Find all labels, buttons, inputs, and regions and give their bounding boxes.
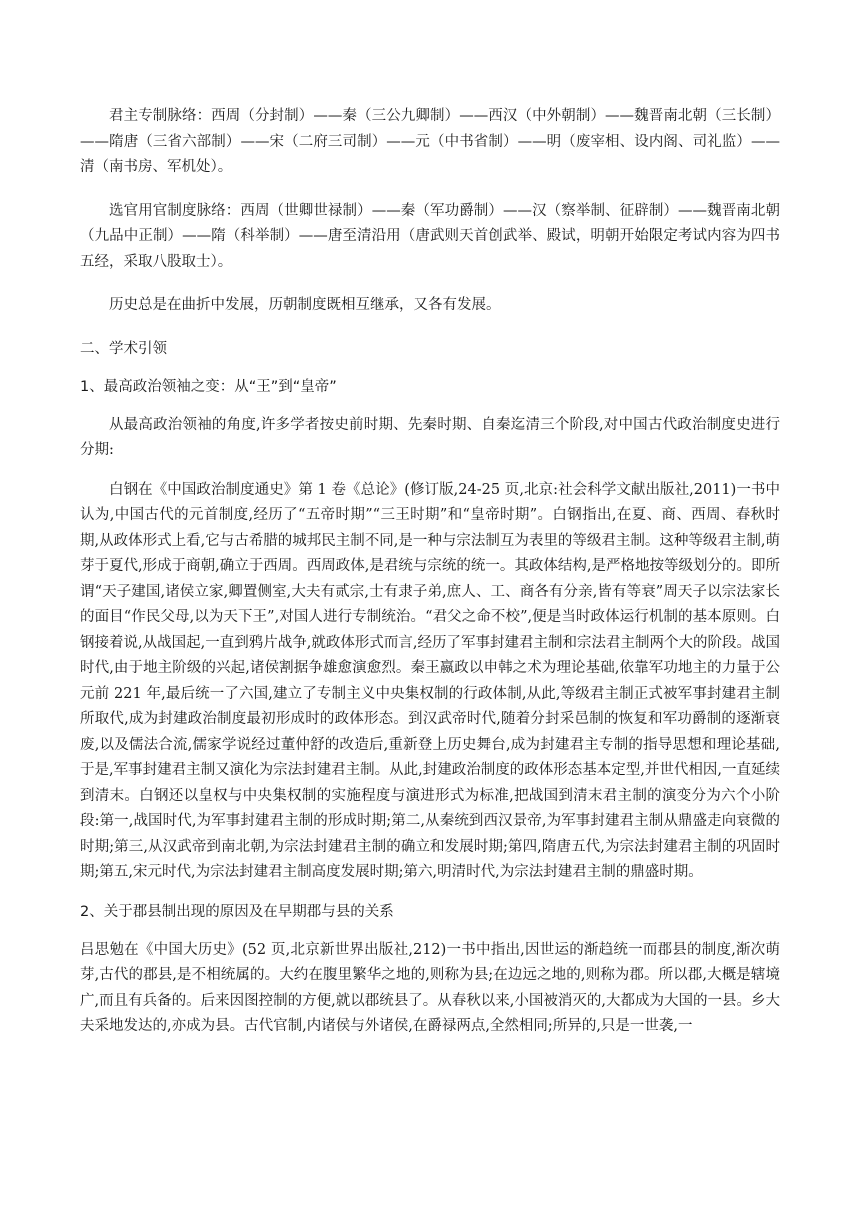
document-page (80, 104, 780, 1040)
paragraph-baigang-analysis: 白钢在《中国政治制度通史》第 1 卷《总论》(修订版,24-25 页,北京:社会科学文献出版社,2011)一书中认为,中国古代的元首制度,经历了“五帝时期”“三王时期”和“皇帝时期”。白钢指出,在夏、商、西周、春秋时期,从政体形式上看,它与古希腊的城邦民主制不同,是一种与宗法制互为表里的等级君主制。这种等级君主制,萌芽于夏代,形成于商朝,确立于西周。西周政体,是君统与宗统的统一。其政体结构,是严格地按等级划分的。即所谓“天子建国,诸侯立家,卿置侧室,大夫有贰宗,士有隶子弟,庶人、工、商各有分亲,皆有等衰”周天子以宗法家长的面目“作民父母,以为天下王”,对国人进行专制统治。“君父之命不校”,便是当时政体运行机制的基本原则。白钢接着说,从战国起,一直到鸦片战争,就政体形式而言,经历了军事封建君主制和宗法君主制两个大的阶段。战国时代,由于地主阶级的兴起,诸侯割据争雄愈演愈烈。秦王嬴政以申韩之术为理论基础,依靠军功地主的力量于公元前 221 年,最后统一了六国,建立了专制主义中央集权制的行政体制,从此,等级君主制正式被军事封建君主制所取代,成为封建政治制度最初形成时的政体形态。到汉武帝时代,随着分封采邑制的恢复和军功爵制的逐渐衰废,以及儒法合流,儒家学说经过董仲舒的改造后,重新登上历史舞台,成为封建君主专制的指导思想和理论基础,于是,军事封建君主制又演化为宗法封建君主制。从此,封建政治制度的政体形态基本定型,并世代相因,一直延续到清末。白钢还以皇权与中央集权制的实施程度与演进形式为标准,把战国到清末君主制的演变分为六个小阶段:第一,战国时代,为军事封建君主制的形成时期;第二,从秦统到西汉景帝,为军事封建君主制从鼎盛走向衰微的时期;第三,从汉武帝到南北朝,为宗法封建君主制的确立和发展时期;第四,隋唐五代,为宗法封建君主制的巩固时期;第五,宋元时代,为宗法封建君主制高度发展时期;第六,明清时代,为宗法封建君主制的鼎盛时期。 (80, 481, 780, 880)
section-heading-academic-guide: 二、学术引领 (80, 340, 167, 357)
paragraph-official-selection-lineage: 选官用官制度脉络：西周（世卿世禄制）——秦（军功爵制）——汉（察举制、征辟制）——魏晋南北朝（九品中正制）——隋（科举制）——唐至清沿用（唐武则天首创武举、殿试，明朝开始限定考试内容为四书五经，采取八股取士）。 (80, 202, 780, 270)
subheading-supreme-leader: 1、最高政治领袖之变：从“王”到“皇帝” (80, 378, 337, 395)
paragraph-lusimian-analysis: 吕思勉在《中国大历史》(52 页,北京新世界出版社,212)一书中指出,因世运的渐趋统一而郡县的制度,渐次萌芽,古代的郡县,是不相统属的。大约在腹里繁华之地的,则称为县;在边远之地的,则称为郡。所以郡,大概是辖境广,而且有兵备的。后来因图控制的方便,就以郡统县了。从春秋以来,小国被消灭的,大都成为大国的一县。乡大夫采地发达的,亦成为县。古代官制,内诸侯与外诸侯,在爵禄两点,全然相同;所异的,只是一世袭,一 (80, 941, 780, 1034)
paragraph-periodization-intro: 从最高政治领袖的角度,许多学者按史前时期、先秦时期、自秦迄清三个阶段,对中国古代政治制度史进行分期: (80, 416, 780, 458)
subheading-commandery-county: 2、关于郡县制出现的原因及在早期郡与县的关系 (80, 903, 394, 920)
paragraph-history-summary: 历史总是在曲折中发展，历朝制度既相互继承，又各有发展。 (109, 297, 501, 313)
paragraph-autocracy-lineage: 君主专制脉络：西周（分封制）——秦（三公九卿制）——西汉（中外朝制）——魏晋南北朝（三长制）——隋唐（三省六部制）——宋（二府三司制）——元（中书省制）——明（废宰相、设内阁、司礼监）——清（南书房、军机处）。 (80, 108, 780, 175)
